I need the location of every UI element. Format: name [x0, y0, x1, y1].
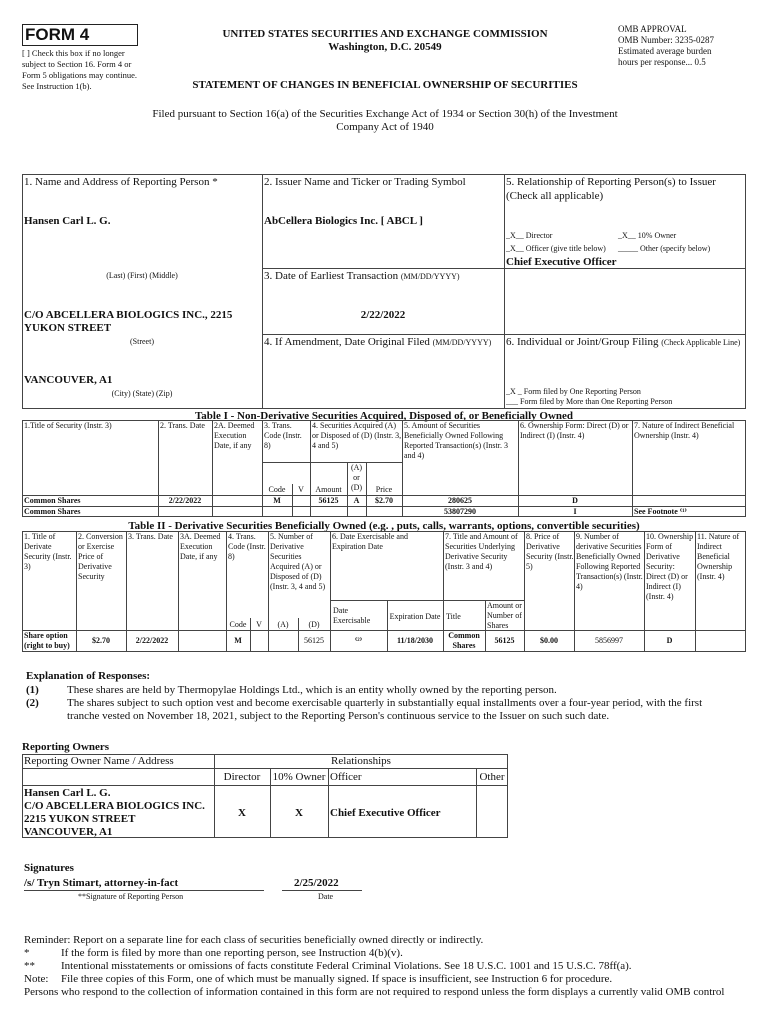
- box3-label-text: 3. Date of Earliest Transaction: [264, 270, 399, 282]
- signer-caption: **Signature of Reporting Person: [78, 892, 184, 901]
- t2-r1-uamount: 56125: [494, 636, 515, 645]
- agency-line-1: UNITED STATES SECURITIES AND EXCHANGE COMMISSION: [222, 28, 548, 40]
- t2-r1-owned: 5856997: [595, 636, 623, 645]
- t1-r2-owned: 53807290: [444, 507, 476, 516]
- t2-r1-price: $0.00: [540, 636, 558, 645]
- street-hint: (Street): [130, 337, 154, 346]
- t2-sub-amount: Amount or Number of Shares: [487, 601, 522, 630]
- filing-option-multiple[interactable]: ___ Form filed by More than One Reporting Person: [506, 397, 673, 406]
- omb-line-3: Estimated average burden: [618, 46, 712, 56]
- omb-line-1: OMB APPROVAL: [618, 24, 687, 34]
- t2-h1: 1. Title of Derivate Security (Instr. 3): [24, 532, 72, 571]
- footer-omb-notice: Persons who respond to the collection of information contained in this form are not required to respond unless the form displays a currently valid OMB control: [24, 986, 725, 998]
- explanation-heading: Explanation of Responses:: [26, 670, 151, 682]
- box6-label-hint: (Check Applicable Line): [661, 338, 741, 347]
- t1-r1-code: M: [273, 496, 281, 505]
- other-checkbox[interactable]: _____ Other (specify below): [618, 244, 711, 253]
- t2-h3: 3. Trans. Date: [128, 532, 173, 541]
- t1-r2-form: I: [573, 507, 577, 516]
- grid-divider-1: [262, 174, 263, 409]
- t2-h3a: 3A. Deemed Execution Date, if any: [180, 532, 221, 561]
- table1-sub-hline-a: [262, 462, 402, 463]
- officer-checkbox[interactable]: _X__ Officer (give title below): [506, 244, 606, 253]
- earliest-transaction-date: 2/22/2022: [360, 309, 406, 321]
- t2-r1-exercisable: ⁽²⁾: [354, 636, 363, 645]
- grid-divider-2: [504, 174, 505, 409]
- t1-r2-nature: See Footnote ⁽¹⁾: [634, 507, 687, 516]
- t2-h9: 9. Number of derivative Securities Beneficially Owned Following Reported Transaction(s) (Instr. 4): [576, 532, 643, 591]
- omb-line-4: hours per response... 0.5: [618, 57, 706, 67]
- owner-director-mark: X: [238, 807, 246, 819]
- t1-h6: 6. Ownership Form: Direct (D) or Indirect (I) (Instr. 4): [520, 421, 629, 440]
- t2-h11: 11. Nature of Indirect Beneficial Ownership (Instr. 4): [697, 532, 740, 581]
- box4-label-text: 4. If Amendment, Date Original Filed: [264, 336, 430, 348]
- box3-label-hint: (MM/DD/YYYY): [400, 272, 460, 281]
- date-caption: Date: [318, 892, 334, 901]
- t1-r1-title: Common Shares: [24, 496, 81, 505]
- t2-sub-exercisable: Date Exercisable: [333, 606, 371, 625]
- signer-name: /s/ Tryn Stimart, attorney-in-fact: [24, 877, 179, 889]
- t2-h4: 4. Trans. Code (Instr. 8): [228, 532, 266, 561]
- filed-pursuant: Filed pursuant to Section 16(a) of the Securities Exchange Act of 1934 or Section 30(h) of the Investment Company Act of 1940: [152, 108, 618, 133]
- t2-h7: 7. Title and Amount of Securities Underlying Derivative Security (Instr. 3 and 4): [445, 532, 518, 571]
- t1-r1-aord: A: [353, 496, 360, 505]
- signatures-heading: Signatures: [24, 862, 74, 874]
- form-label: FORM 4: [25, 25, 90, 44]
- t1-h2a: 2A. Deemed Execution Date, if any: [214, 421, 255, 450]
- t2-r1-form: D: [666, 636, 673, 645]
- grid-hline-1: [262, 268, 504, 269]
- box5-label-2: (Check all applicable): [506, 190, 604, 202]
- ten-pct-owner-checkbox[interactable]: _X__ 10% Owner: [618, 231, 677, 240]
- box4-label: [264, 336, 491, 349]
- grid-hline-2: [262, 334, 746, 335]
- reporting-info-grid: [22, 174, 746, 409]
- t1-h1: 1.Title of Security (Instr. 3): [24, 421, 112, 430]
- table-row: [22, 631, 746, 652]
- filing-option-one[interactable]: _X _ Form filed by One Reporting Person: [506, 387, 641, 396]
- signature-date: 2/25/2022: [294, 877, 339, 889]
- officer-title: Chief Executive Officer: [506, 256, 617, 268]
- t2-r1-code: M: [234, 636, 242, 645]
- footer-note-text: File three copies of this Form, one of which must be manually signed. If space is insufficient, see Instruction 6 for procedure.: [61, 973, 613, 985]
- t1-sub-price: Price: [375, 485, 393, 494]
- t2-h2: 2. Conversion or Exercise Price of Derivative Security: [78, 532, 123, 581]
- owners-col-name: Reporting Owner Name / Address: [24, 755, 174, 767]
- table1-title: Table I - Non-Derivative Securities Acquired, Disposed of, or Beneficially Owned: [194, 410, 574, 422]
- box5-label: 5. Relationship of Reporting Person(s) to Issuer: [506, 176, 716, 188]
- owners-col-officer: Officer: [330, 771, 362, 783]
- t2-r1-conv: $2.70: [92, 636, 110, 645]
- t1-sub-code: Code: [268, 485, 286, 494]
- t1-r1-owned: 280625: [448, 496, 472, 505]
- agency-line-2: Washington, D.C. 20549: [328, 41, 442, 53]
- table-row: [22, 496, 746, 506]
- t1-r1-price: $2.70: [375, 496, 393, 505]
- box3-label: [264, 270, 460, 283]
- form-label-box: [22, 24, 138, 46]
- t2-sub-v: V: [256, 620, 262, 629]
- t1-h2: 2. Trans. Date: [160, 421, 205, 430]
- footer-star-text: If the form is filed by more than one reporting person, see Instruction 4(b)(v).: [61, 947, 403, 959]
- t2-h8: 8. Price of Derivative Security (Instr. 5): [526, 532, 574, 571]
- t1-r1-date: 2/22/2022: [168, 496, 202, 505]
- box2-label: 2. Issuer Name and Ticker or Trading Symbol: [264, 176, 466, 188]
- t2-r1-expiration: 11/18/2030: [396, 636, 433, 645]
- t1-sub-aord: (A) or (D): [350, 463, 363, 492]
- owners-heading: Reporting Owners: [22, 741, 110, 753]
- reporting-person-city: VANCOUVER, A1: [24, 374, 113, 386]
- t1-h5: 5. Amount of Securities Beneficially Owned Following Reported Transaction(s) (Instr. 3 and 4): [404, 421, 508, 460]
- box1-label: 1. Name and Address of Reporting Person *: [24, 176, 218, 188]
- t2-sub-a: (A): [277, 620, 289, 629]
- issuer-name: AbCellera Biologics Inc. [ ABCL ]: [264, 215, 423, 227]
- t2-r1-date: 2/22/2022: [135, 636, 169, 645]
- owners-v3: [328, 768, 329, 838]
- t1-sub-amount: Amount: [315, 485, 342, 494]
- t1-r1-amount: 56125: [318, 496, 339, 505]
- owner-officer-title: Chief Executive Officer: [330, 807, 441, 819]
- omb-line-2: OMB Number: 3235-0287: [618, 35, 714, 45]
- t1-h7: 7. Nature of Indirect Beneficial Ownership (Instr. 4): [634, 421, 735, 440]
- t1-r1-form: D: [572, 496, 578, 505]
- table-row: [22, 507, 746, 517]
- owner-name-line-2: C/O ABCELLERA BIOLOGICS INC.: [24, 800, 205, 812]
- owner-ten-mark: X: [295, 807, 303, 819]
- t1-h3: 3. Trans. Code (Instr. 8): [264, 421, 302, 450]
- t1-r2-title: Common Shares: [24, 507, 81, 516]
- director-checkbox[interactable]: _X__ Director: [506, 231, 553, 240]
- owners-hline-2: [22, 785, 508, 786]
- footer-dstar-mark: **: [24, 960, 35, 972]
- reporting-person-name: Hansen Carl L. G.: [24, 215, 111, 227]
- t2-sub-title: Title: [446, 612, 461, 621]
- explanation-text-1: These shares are held by Thermopylae Holdings Ltd., which is an entity wholly owned by the reporting person.: [67, 684, 557, 696]
- t1-sub-v: V: [298, 485, 304, 494]
- t2-sub-expiration: Expiration Date: [389, 612, 441, 621]
- reporting-person-street: C/O ABCELLERA BIOLOGICS INC., 2215 YUKON STREET: [24, 309, 233, 334]
- date-line: [282, 890, 362, 891]
- owners-col-other: Other: [479, 771, 505, 783]
- t2-h5: 5. Number of Derivative Securities Acquired (A) or Disposed of (D) (Instr. 3, 4 and 5): [270, 532, 326, 591]
- owner-name-block: [24, 787, 205, 839]
- signature-line: [24, 890, 264, 891]
- box6-label: [506, 336, 744, 349]
- check-box-note: [ ] Check this box if no longer subject to Section 16. Form 4 or Form 5 obligations may continue. See Instruction 1(b).: [22, 48, 137, 91]
- footer-reminder: Reminder: Report on a separate line for each class of securities beneficially owned directly or indirectly.: [24, 934, 484, 946]
- omb-approval: [618, 24, 758, 68]
- box6-label-text: 6. Individual or Joint/Group Filing: [506, 336, 659, 348]
- city-hint: (City) (State) (Zip): [111, 389, 173, 398]
- statement-title: STATEMENT OF CHANGES IN BENEFICIAL OWNERSHIP OF SECURITIES: [192, 79, 578, 91]
- owners-col-rel: Relationships: [331, 755, 391, 767]
- box4-label-hint: (MM/DD/YYYY): [432, 338, 492, 347]
- owners-col-ten: 10% Owner: [272, 771, 326, 783]
- owner-name-line-3: 2215 YUKON STREET: [24, 813, 136, 825]
- footer-note-mark: Note:: [24, 973, 49, 985]
- t2-r1-title: Share option (right to buy): [24, 631, 70, 650]
- explanation-num-1: (1): [26, 684, 39, 696]
- name-hint: (Last) (First) (Middle): [106, 271, 178, 280]
- footer-star-mark: *: [24, 947, 30, 959]
- t2-h6: 6. Date Exercisable and Expiration Date: [332, 532, 408, 551]
- explanation-num-2: (2): [26, 697, 39, 709]
- explanation-text-2: The shares subject to such option vest and become exercisable quarterly in substantially equal installments over a four-year period, with the first tranche vested on November 18, 2021, subject to the Reporting Person's continuous service to the Issuer on such such date.: [67, 697, 703, 722]
- owners-hline-1: [22, 768, 508, 769]
- footer-dstar-text: Intentional misstatements or omissions of facts constitute Federal Criminal Violations. See 18 U.S.C. 1001 and 15 U.S.C. 78ff(a).: [61, 960, 632, 972]
- t2-r1-utitle: Common Shares: [448, 631, 480, 650]
- table2-title: Table II - Derivative Securities Beneficially Owned (e.g. , puts, calls, warrants, options, convertible securities): [128, 520, 640, 532]
- t2-r1-d: 56125: [304, 636, 324, 645]
- owner-name-line-4: VANCOUVER, A1: [24, 826, 113, 838]
- t1-h4: 4. Securities Acquired (A) or Disposed of (D) (Instr. 3, 4 and 5): [312, 421, 402, 450]
- owners-col-director: Director: [223, 771, 261, 783]
- owner-name-line-1: Hansen Carl L. G.: [24, 787, 111, 799]
- t2-sub-d: (D): [308, 620, 320, 629]
- t2-h10: 10. Ownership Form of Derivative Security: Direct (D) or Indirect (I) (Instr. 4): [646, 532, 694, 601]
- t2-sub-code: Code: [229, 620, 247, 629]
